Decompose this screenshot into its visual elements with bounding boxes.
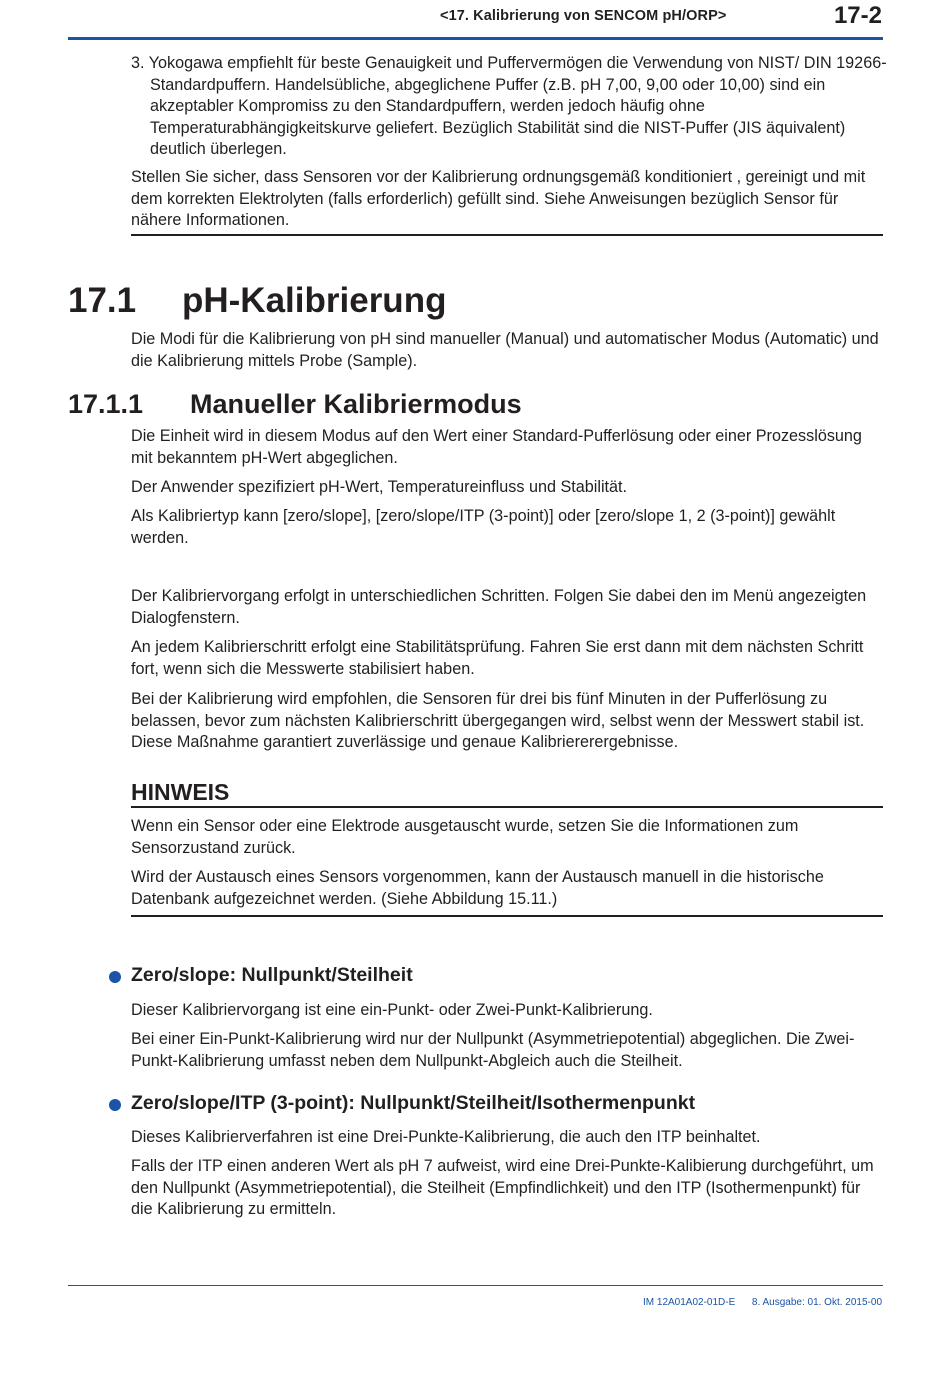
section-number: 17.1	[68, 281, 137, 320]
footer-edition: 8. Ausgabe: 01. Okt. 2015-00	[751, 1297, 882, 1308]
subsection-title: Manueller Kalibriermodus	[190, 389, 522, 419]
page-number: 17-2	[833, 2, 882, 29]
footer-document-id: IM 12A01A02-01D-E	[643, 1297, 736, 1308]
bullet-2-paragraph-2: Falls der ITP einen anderen Wert als pH 7 aufweist, wird eine Drei-Punkte-Kalibierung durchgeführt, um den Nullpunkt (Asymmetriepotential), die Steilheit (Empfindlichkeit) und den ITP (Isothermenpunkt) für die Kalibrierung zu ermitteln.	[131, 1157, 874, 1218]
subsection-heading	[68, 389, 522, 420]
bullet-heading-zero-slope-itp: Zero/slope/ITP (3-point): Nullpunkt/Steilheit/Isothermenpunkt	[131, 1092, 696, 1114]
header-divider	[68, 37, 883, 40]
bullet-1-paragraph-2: Bei einer Ein-Punkt-Kalibrierung wird nur der Nullpunkt (Asymmetriepotential) abgeglichen. Die Zwei-Punkt-Kalibrierung umfasst neben dem Nullpunkt-Abgleich auch die Steilheit.	[131, 1030, 855, 1070]
running-header-chapter: <17. Kalibrierung von SENCOM pH/ORP>	[440, 8, 727, 24]
note-paragraph-1: Wenn ein Sensor oder eine Elektrode ausgetauscht wurde, setzen Sie die Informationen zum Sensorzustand zurück.	[131, 817, 799, 857]
subsection-paragraph-4: Der Kalibriervorgang erfolgt in unterschiedlichen Schritten. Folgen Sie dabei den im Menü angezeigten Dialogfenstern.	[131, 587, 867, 627]
subsection-paragraph-1: Die Einheit wird in diesem Modus auf den Wert einer Standard-Pufferlösung oder einer Prozesslösung mit bekanntem pH-Wert abgeglichen.	[131, 427, 862, 467]
subsection-number: 17.1.1	[68, 389, 144, 419]
intro-list-item-3: 3. Yokogawa empfiehlt für beste Genauigkeit und Puffervermögen die Verwendung von NIST/ DIN 19266-Standardpuffern. Handelsübliche, abgeglichene Puffer (z.B. pH 7,00, 9,00 oder 10,00) sind ein akzeptabler Kompromiss zu den Standardpuffern, werden jedoch häufig ohne Temperaturabhängigkeitskurve geliefert. Bezüglich Stabilität sind die NIST-Puffer (JIS äquivalent) deutlich überlegen.	[131, 54, 887, 158]
bullet-1-paragraph-1: Dieser Kalibriervorgang ist eine ein-Punkt- oder Zwei-Punkt-Kalibrierung.	[131, 1001, 653, 1019]
section-title: pH-Kalibrierung	[182, 281, 447, 320]
bullet-heading-zero-slope: Zero/slope: Nullpunkt/Steilheit	[131, 964, 413, 986]
bullet-2-paragraph-1: Dieses Kalibrierverfahren ist eine Drei-Punkte-Kalibrierung, die auch den ITP beinhaltet.	[131, 1128, 761, 1146]
subsection-paragraph-6: Bei der Kalibrierung wird empfohlen, die Sensoren für drei bis fünf Minuten in der Pufferlösung zu belassen, bevor zum nächsten Kalibrierschritt übergegangen wird, selbst wenn der Messwert stabil ist. Diese Maßnahme garantiert zuverlässige und genaue Kalibriererergebnisse.	[131, 690, 865, 751]
section-intro: Die Modi für die Kalibrierung von pH sind manueller (Manual) und automatischer Modus (Automatic) und die Kalibrierung mittels Probe (Sample).	[131, 330, 879, 370]
subsection-paragraph-5: An jedem Kalibrierschritt erfolgt eine Stabilitätsprüfung. Fahren Sie erst dann mit dem nächsten Schritt fort, wenn sich die Messwerte stabilisiert haben.	[131, 638, 864, 678]
subsection-paragraph-2: Der Anwender spezifiziert pH-Wert, Temperatureinfluss und Stabilität.	[131, 478, 628, 496]
bullet-icon	[109, 971, 121, 983]
intro-paragraph: Stellen Sie sicher, dass Sensoren vor der Kalibrierung ordnungsgemäß konditioniert , gereinigt und mit dem korrekten Elektrolyten (falls erforderlich) gefüllt sind. Siehe Anweisungen bezüglich Sensor für nähere Informationen.	[131, 168, 866, 229]
section-heading	[68, 281, 446, 321]
note-bottom-divider	[131, 915, 883, 917]
note-top-divider	[131, 806, 883, 808]
intro-divider	[131, 234, 883, 236]
bullet-icon	[109, 1099, 121, 1111]
note-title: HINWEIS	[131, 779, 230, 805]
note-paragraph-2: Wird der Austausch eines Sensors vorgenommen, kann der Austausch manuell in die historische Datenbank aufgezeichnet werden. (Siehe Abbildung 15.11.)	[131, 868, 824, 908]
footer-divider	[68, 1285, 883, 1286]
subsection-paragraph-3: Als Kalibriertyp kann [zero/slope], [zero/slope/ITP (3-point)] oder [zero/slope 1, 2 (3-point)] gewählt werden.	[131, 507, 836, 547]
